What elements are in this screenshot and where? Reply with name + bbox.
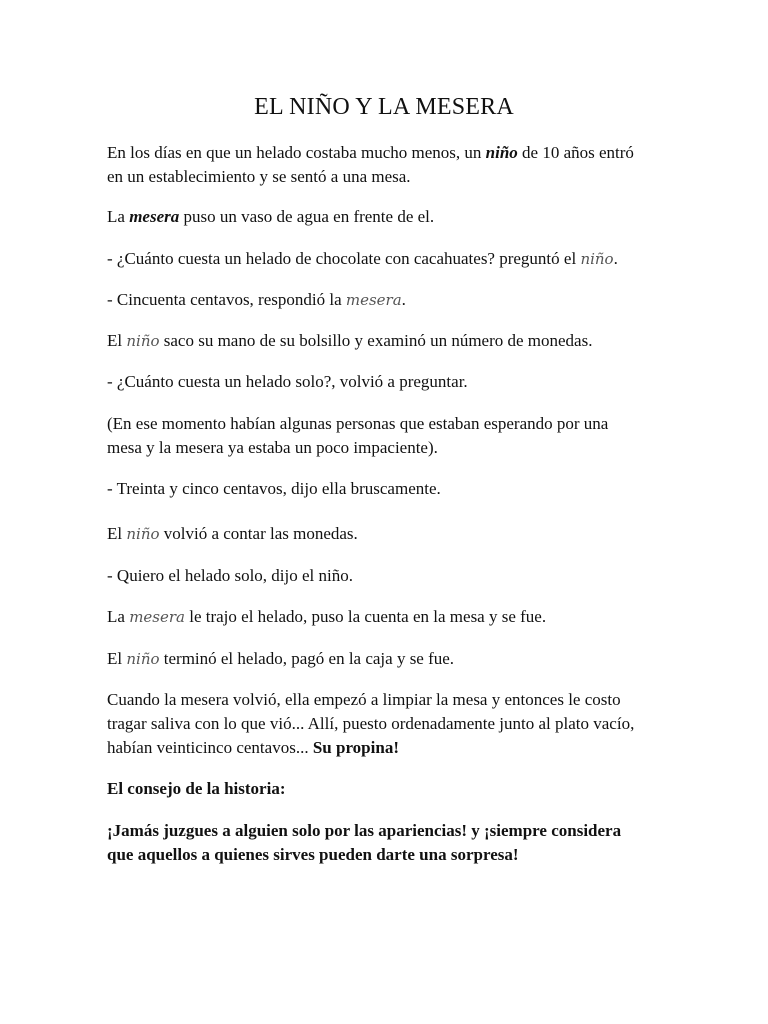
text-run: La [107, 607, 130, 626]
text-run: le trajo el helado, puso la cuenta en la mesa y se fue. [184, 607, 547, 626]
paragraph-8-text: - Treinta y cinco centavos, dijo ella bruscamente. [107, 479, 441, 498]
paragraph-10-text: - Quiero el helado solo, dijo el niño. [107, 566, 353, 585]
paragraph-5 [107, 329, 667, 353]
paragraph-3 [107, 247, 667, 271]
text-run: El [107, 524, 127, 543]
paragraph-13-line-3 [107, 736, 667, 760]
text-run: El [107, 331, 127, 350]
moral-heading [107, 777, 667, 801]
text-run: - Cincuenta centavos, respondió la [107, 290, 346, 309]
text-run: habían veinticinco centavos... [107, 738, 313, 757]
text-run: La [107, 207, 130, 226]
bold-su-propina: Su propina! [312, 738, 399, 757]
paragraph-13-line-1: Cuando la mesera volvió, ella empezó a limpiar la mesa y entonces le costo [107, 690, 621, 709]
italic-mesera: mesera [345, 291, 402, 309]
paragraph-9 [107, 522, 667, 546]
paragraph-11 [107, 605, 667, 629]
paragraph-6-text: - ¿Cuánto cuesta un helado solo?, volvió a preguntar. [107, 372, 468, 391]
moral-heading-text: El consejo de la historia: [107, 779, 286, 798]
document-title: EL NIÑO Y LA MESERA [254, 94, 514, 120]
text-run: terminó el helado, pagó en la caja y se fue. [159, 649, 455, 668]
moral-line-1: ¡Jamás juzgues a alguien solo por las apariencias! y ¡siempre considera [107, 821, 622, 840]
text-run: volvió a contar las monedas. [159, 524, 358, 543]
paragraph-4 [107, 288, 667, 312]
paragraph-1-line-1 [107, 141, 667, 165]
text-run: de 10 años entró [517, 143, 634, 162]
italic-nino: niño [126, 650, 160, 668]
paragraph-10 [107, 564, 667, 588]
moral-text [107, 819, 667, 867]
text-run: saco su mano de su bolsillo y examinó un número de monedas. [159, 331, 593, 350]
paragraph-12 [107, 647, 667, 671]
paragraph-8 [107, 477, 667, 501]
paragraph-13 [107, 688, 667, 760]
text-run: En los días en que un helado costaba mucho menos, un [107, 143, 486, 162]
paragraph-7-line-2: mesa y la mesera ya estaba un poco impaciente). [107, 438, 438, 457]
italic-nino: niño [580, 250, 614, 268]
paragraph-2 [107, 205, 667, 229]
text-run: puso un vaso de agua en frente de el. [179, 207, 435, 226]
paragraph-1 [107, 141, 667, 189]
text-run: El [107, 649, 127, 668]
paragraph-7-line-1: (En ese momento habían algunas personas que estaban esperando por una [107, 414, 609, 433]
italic-mesera: mesera [129, 608, 185, 626]
paragraph-7 [107, 412, 667, 460]
paragraph-6 [107, 370, 667, 394]
italic-nino: niño [126, 332, 160, 350]
paragraph-13-line-2: tragar saliva con lo que vió... Allí, puesto ordenadamente junto al plato vacío, [107, 714, 635, 733]
emphasis-nino: niño [485, 143, 518, 162]
text-run: . [613, 249, 618, 268]
paragraph-1-line-2: en un establecimiento y se sentó a una mesa. [107, 167, 411, 186]
text-run: . [401, 290, 406, 309]
text-run: - ¿Cuánto cuesta un helado de chocolate con cacahuates? preguntó el [107, 249, 581, 268]
italic-nino: niño [126, 525, 160, 543]
emphasis-mesera: mesera [129, 207, 180, 226]
moral-line-2: que aquellos a quienes sirves pueden darte una sorpresa! [107, 845, 519, 864]
